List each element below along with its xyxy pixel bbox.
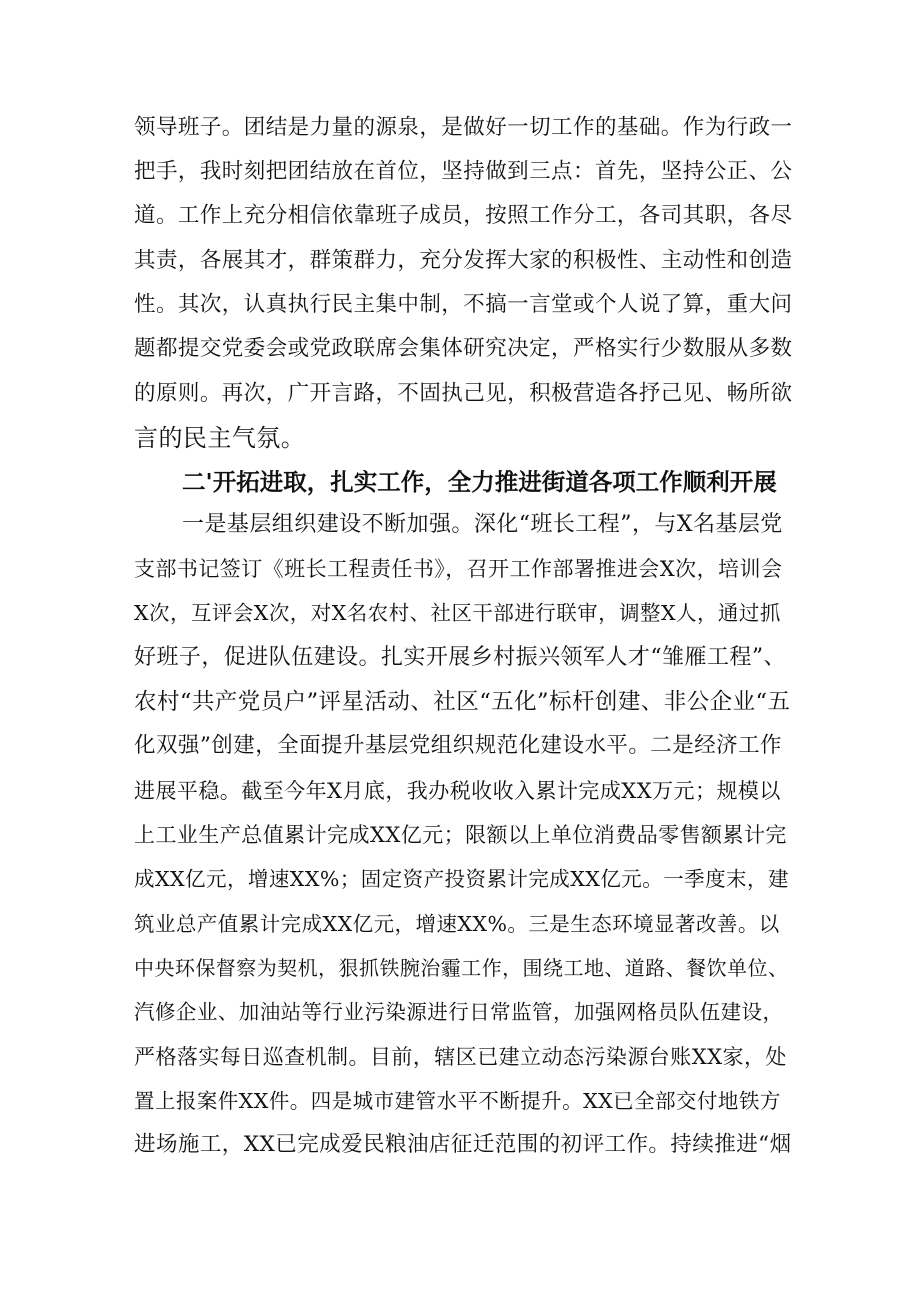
- paragraph-2-line-7: 进展平稳。截至今年X月底，我办税收收入累计完成XX万元；规模以: [134, 779, 781, 803]
- section-heading: 二'开拓进取，扎实工作，全力推进街道各项工作顺利开展: [182, 468, 777, 496]
- paragraph-2-line-3: X次，互评会X次，对X名农村、社区干部进行联审，调整X人，通过抓: [134, 601, 781, 625]
- paragraph-2-line-2: 支部书记签订《班长工程责任书》，召开工作部署推进会X次，培训会: [134, 557, 783, 581]
- paragraph-1-line-8: 言的民主气氛。: [134, 424, 306, 452]
- paragraph-1-line-6: 题都提交党委会或党政联席会集体研究决定，严格实行少数服从多数: [134, 336, 793, 361]
- paragraph-2-line-1: 一是基层组织建设不断加强。深化“班长工程”，与X名基层党: [182, 512, 783, 537]
- paragraph-2-line-5: 农村“共产党员户”评星活动、社区“五化”标杆创建、非公企业“五: [134, 689, 791, 715]
- paragraph-2-line-4: 好班子，促进队伍建设。扎实开展乡村振兴领军人才“雏雁工程”、: [134, 645, 786, 670]
- paragraph-1-line-2: 把手，我时刻把团结放在首位，坚持做到三点：首先，坚持公正、公: [134, 159, 793, 184]
- paragraph-1-line-5: 性。其次，认真执行民主集中制，不搞一言堂或个人说了算，重大问: [134, 292, 793, 317]
- paragraph-2-line-6: 化双强”创建，全面提升基层党组织规范化建设水平。二是经济工作: [134, 733, 782, 758]
- paragraph-2-line-10: 筑业总产值累计完成XX亿元，增速XX%。三是生态环境显著改善。以: [134, 912, 780, 936]
- paragraph-2-line-11: 中央环保督察为契机，狠抓铁腕治霾工作，围绕工地、道路、餐饮单位、: [134, 956, 789, 980]
- paragraph-1-line-7: 的原则。再次，广开言路，不固执己见，积极营造各抒己见、畅所欲: [134, 381, 793, 406]
- paragraph-2-line-13: 严格落实每日巡查机制。目前，辖区已建立动态污染源台账XX家，处: [134, 1045, 787, 1069]
- paragraph-1-line-3: 道。工作上充分相信依靠班子成员，按照工作分工，各司其职，各尽: [134, 203, 793, 228]
- paragraph-2-line-15: 进场施工，XX已完成爱民粮油店征迁范围的初评工作。持续推进“烟: [134, 1132, 792, 1157]
- paragraph-1-line-1: 领导班子。团结是力量的源泉，是做好一切工作的基础。作为行政一: [134, 115, 793, 140]
- paragraph-2-line-12: 汽修企业、加油站等行业污染源进行日常监管，加强网格员队伍建设，: [134, 1000, 784, 1024]
- paragraph-1-line-4: 其责，各展其才，群策群力，充分发挥大家的积极性、主动性和创造: [134, 248, 793, 273]
- paragraph-2-line-9: 成XX亿元，增速XX%；固定资产投资累计完成XX亿元。一季度末，建: [134, 867, 789, 891]
- paragraph-2-line-14: 置上报案件XX件。四是城市建管水平不断提升。XX已全部交付地铁方: [134, 1089, 781, 1113]
- paragraph-2-line-8: 上工业生产总值累计完成XX亿元；限额以上单位消费品零售额累计完: [134, 823, 787, 847]
